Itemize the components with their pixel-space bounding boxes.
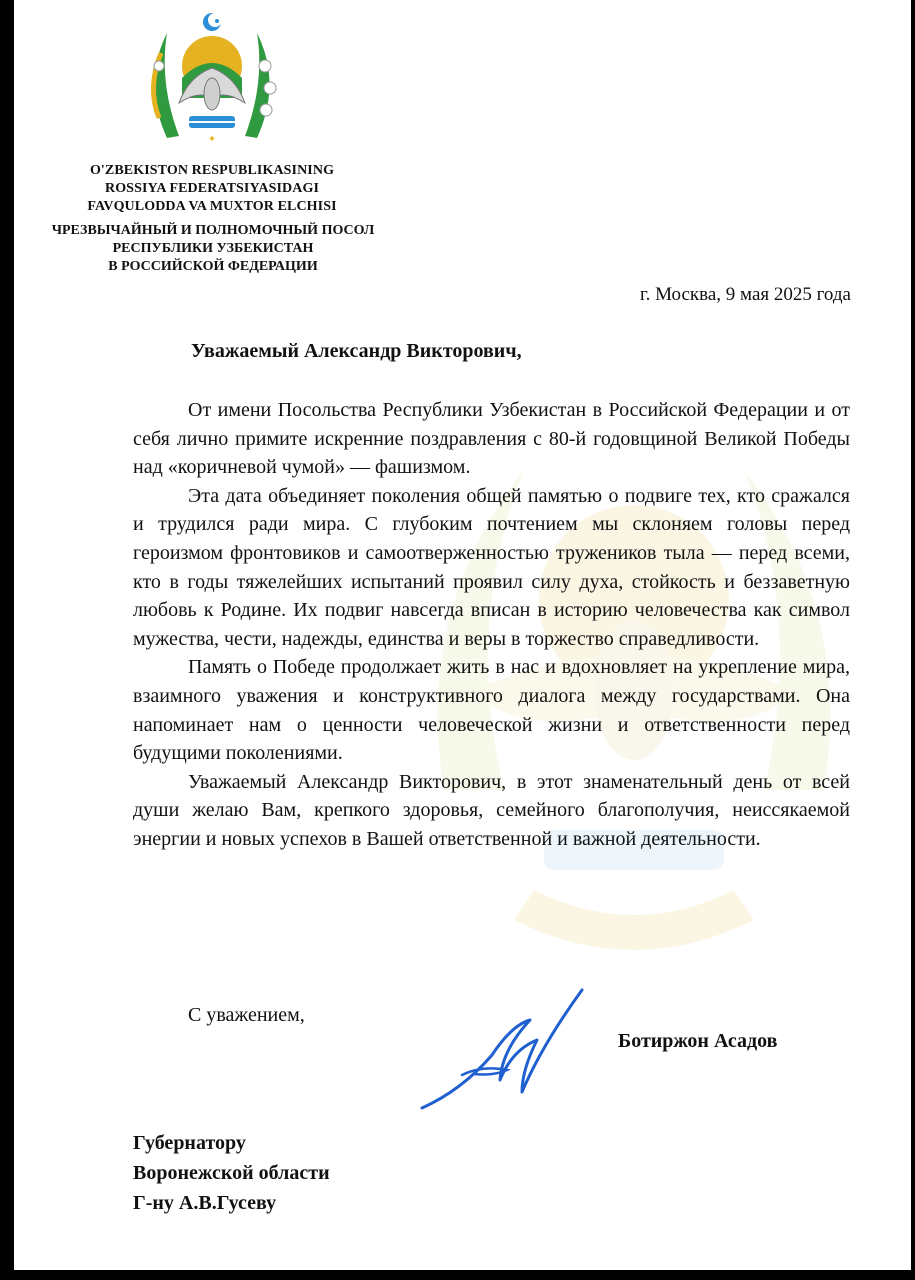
header-latin-line: FAVQULODDA VA MUXTOR ELCHISI — [87, 199, 337, 214]
header-cyrillic-line: РЕСПУБЛИКИ УЗБЕКИСТАН — [112, 241, 314, 256]
svg-text:✦: ✦ — [207, 134, 217, 145]
body-paragraph: От имени Посольства Республики Узбекистан в Российской Федерации и от себя лично примите искренние поздравления с 80-й годовщиной Великой Победы над «коричневой чумой» — фашизмом. — [133, 399, 850, 479]
header-latin-line: O'ZBEKISTON RESPUBLIKASINING — [89, 163, 335, 178]
header-cyrillic-line: ЧРЕЗВЫЧАЙНЫЙ И ПОЛНОМОЧНЫЙ ПОСОЛ — [51, 223, 375, 238]
closing: С уважением, — [188, 1004, 305, 1026]
signer-name: Ботиржон Асадов — [618, 1030, 778, 1052]
header-latin — [72, 162, 352, 216]
date-line: г. Москва, 9 мая 2025 года — [639, 284, 851, 305]
recipient-line: Воронежской области — [133, 1162, 330, 1184]
state-emblem-icon — [137, 8, 287, 148]
letter-page — [14, 0, 911, 1270]
body-paragraph: Уважаемый Александр Викторович, в этот знаменательный день от всей души желаю Вам, крепкого здоровья, семейного благополучия, неиссякаемой энергии и новых успехов в Вашей ответственной и важной деятельности. — [133, 770, 850, 850]
recipient-line: Губернатору — [133, 1132, 246, 1154]
salutation: Уважаемый Александр Викторович, — [191, 340, 522, 362]
signature-icon — [402, 980, 602, 1115]
header-cyrillic-line: В РОССИЙСКОЙ ФЕДЕРАЦИИ — [108, 259, 318, 274]
header-latin-line: ROSSIYA FEDERATSIYASIDAGI — [104, 181, 319, 196]
body-paragraph: Память о Победе продолжает жить в нас и вдохновляет на укрепление мира, взаимного уважения и конструктивного диалога между государствами. Она напоминает нам о ценности человеческой жизни и ответственности перед будущими поколениями. — [133, 656, 850, 765]
header-cyrillic — [28, 222, 398, 276]
recipient-block — [133, 1128, 330, 1218]
letter-body — [133, 396, 850, 854]
body-paragraph: Эта дата объединяет поколения общей памятью о подвиге тех, кто сражался и трудился ради мира. С глубоким почтением мы склоняем головы перед героизмом фронтовиков и самоотверженностью тружеников тыла — перед всеми, кто в годы тяжелейших испытаний проявил силу духа, стойкость и беззаветную любовь к Родине. Их подвиг навсегда вписан в историю человечества как символ мужества, чести, надежды, единства и веры в торжество справедливости. — [133, 484, 850, 650]
recipient-line: Г-ну А.В.Гусеву — [133, 1192, 277, 1214]
